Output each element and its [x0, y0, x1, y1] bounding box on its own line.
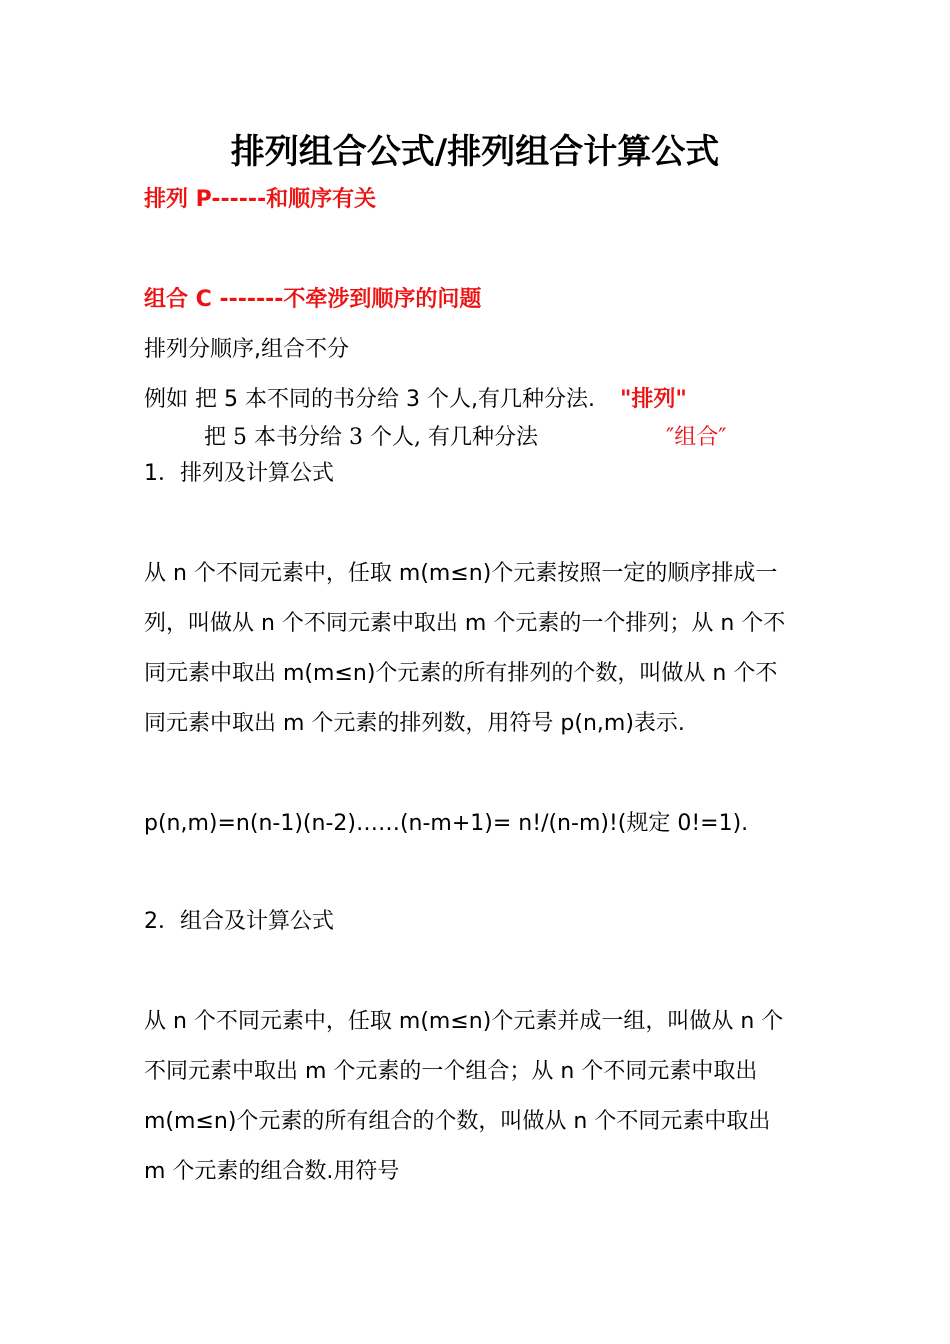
section1-line-3: 同元素中取出 m(m≤n)个元素的所有排列的个数，叫做从 n 个不 — [144, 661, 778, 686]
permutation-formula: p(n,m)=n(n-1)(n-2)……(n-m+1)= n!/(n-m)!(规定 0!=1). — [144, 811, 749, 836]
section2-line-3: m(m≤n)个元素的所有组合的个数，叫做从 n 个不同元素中取出 — [144, 1109, 771, 1134]
section1-line-2: 列，叫做从 n 个不同元素中取出 m 个元素的一个排列；从 n 个不 — [144, 611, 786, 636]
section2-heading: 2．组合及计算公式 — [144, 909, 334, 934]
section2-line-1: 从 n 个不同元素中，任取 m(m≤n)个元素并成一组，叫做从 n 个 — [144, 1009, 784, 1034]
section2-line-2: 不同元素中取出 m 个元素的一个组合；从 n 个不同元素中取出 — [144, 1059, 758, 1084]
example-line-2 — [204, 424, 538, 452]
section1-line-1: 从 n 个不同元素中，任取 m(m≤n)个元素按照一定的顺序排成一 — [144, 561, 778, 586]
example-line-1 — [144, 386, 687, 414]
section1-heading: 1．排列及计算公式 — [144, 461, 334, 486]
permutation-heading: 排列 P------和顺序有关 — [144, 187, 377, 212]
section1-line-4: 同元素中取出 m 个元素的排列数，用符号 p(n,m)表示. — [144, 711, 685, 736]
section2-line-4: m 个元素的组合数.用符号 — [144, 1159, 400, 1184]
example-line-1-text: 例如 把 5 本不同的书分给 3 个人,有几种分法. — [144, 387, 595, 412]
page-title: 排列组合公式/排列组合计算公式 — [230, 132, 720, 172]
example-line-1-tag: "排列" — [619, 387, 687, 412]
example-line-2-tag: ″组合″ — [666, 425, 727, 450]
example-line-2-text: 把 5 本书分给 3 个人, 有几种分法 — [204, 425, 538, 450]
combination-heading: 组合 C -------不牵涉到顺序的问题 — [144, 287, 482, 312]
distinction-text: 排列分顺序,组合不分 — [144, 337, 349, 362]
